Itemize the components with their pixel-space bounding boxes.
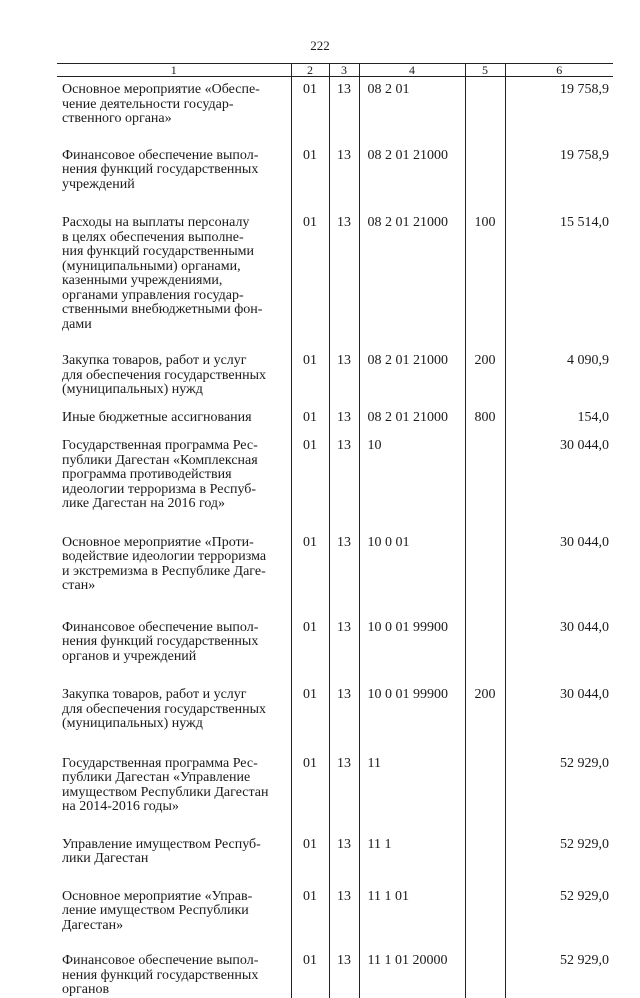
target-article-cell: 08 2 01 21000 bbox=[359, 192, 465, 332]
table-header bbox=[57, 64, 613, 77]
table-row bbox=[57, 594, 613, 665]
subsection-cell: 13 bbox=[329, 815, 359, 867]
section-cell: 01 bbox=[291, 933, 329, 998]
page-number: 222 bbox=[310, 38, 330, 53]
row-name-line: Финансовое обеспечение выпол- bbox=[62, 619, 259, 635]
row-name-line: органов и учреждений bbox=[62, 648, 197, 664]
row-name-line: Иные бюджетные ассигнования bbox=[62, 409, 252, 425]
row-name-line: для обеспечения государственных bbox=[62, 701, 266, 717]
section-cell: 01 bbox=[291, 398, 329, 426]
row-name-cell bbox=[57, 425, 291, 512]
row-name-cell bbox=[57, 127, 291, 193]
column-header-target-article: 4 bbox=[359, 64, 465, 77]
expense-type-cell bbox=[465, 933, 505, 998]
row-name-line: Управление имуществом Респуб- bbox=[62, 836, 261, 852]
amount-cell: 19 758,9 bbox=[505, 127, 613, 193]
row-name-line: (муниципальных) нужд bbox=[62, 382, 203, 397]
table-row bbox=[57, 732, 613, 815]
budget-table bbox=[57, 63, 613, 998]
section-cell: 01 bbox=[291, 77, 329, 127]
target-article-cell: 11 bbox=[359, 732, 465, 815]
row-name-line: на 2014-2016 годы» bbox=[62, 799, 179, 814]
amount-cell: 30 044,0 bbox=[505, 512, 613, 594]
target-article-cell: 10 0 01 bbox=[359, 512, 465, 594]
row-name-line: имуществом Республики Дагестан bbox=[62, 784, 269, 800]
subsection-cell: 13 bbox=[329, 594, 359, 665]
amount-cell: 154,0 bbox=[505, 398, 613, 426]
target-article-cell: 10 0 01 99900 bbox=[359, 664, 465, 732]
row-name-line: Основное мероприятие «Проти- bbox=[62, 534, 254, 550]
row-name-cell bbox=[57, 512, 291, 594]
row-name-cell bbox=[57, 815, 291, 867]
column-header-section: 2 bbox=[291, 64, 329, 77]
row-name-line: программа противодействия bbox=[62, 467, 232, 482]
target-article-cell: 11 1 bbox=[359, 815, 465, 867]
row-name-line: публики Дагестан «Управление bbox=[62, 770, 251, 785]
row-name-line: ственными внебюджетными фон- bbox=[62, 302, 263, 317]
amount-cell: 52 929,0 bbox=[505, 815, 613, 867]
row-name-line: дами bbox=[62, 316, 92, 332]
section-cell: 01 bbox=[291, 815, 329, 867]
expense-type-cell bbox=[465, 732, 505, 815]
row-name-line: Финансовое обеспечение выпол- bbox=[62, 147, 259, 163]
expense-type-cell bbox=[465, 425, 505, 512]
amount-cell: 30 044,0 bbox=[505, 425, 613, 512]
row-name-cell bbox=[57, 867, 291, 934]
row-name-cell bbox=[57, 192, 291, 332]
subsection-cell: 13 bbox=[329, 732, 359, 815]
row-name-line: в целях обеспечения выполне- bbox=[62, 229, 244, 245]
section-cell: 01 bbox=[291, 732, 329, 815]
amount-cell: 15 514,0 bbox=[505, 192, 613, 332]
amount-cell: 19 758,9 bbox=[505, 77, 613, 127]
row-name-line: лики Дагестан bbox=[62, 851, 149, 866]
table-row bbox=[57, 77, 613, 127]
subsection-cell: 13 bbox=[329, 192, 359, 332]
table-row bbox=[57, 332, 613, 398]
target-article-cell: 08 2 01 bbox=[359, 77, 465, 127]
section-cell: 01 bbox=[291, 867, 329, 934]
row-name-cell bbox=[57, 77, 291, 127]
amount-cell: 4 090,9 bbox=[505, 332, 613, 398]
row-name-line: чение деятельности государ- bbox=[62, 96, 234, 112]
subsection-cell: 13 bbox=[329, 398, 359, 426]
expense-type-cell bbox=[465, 867, 505, 934]
table-row bbox=[57, 933, 613, 998]
row-name-line: казенными учреждениями, bbox=[62, 273, 223, 288]
table-row bbox=[57, 815, 613, 867]
row-name-line: публики Дагестан «Комплексная bbox=[62, 452, 258, 468]
row-name-line: органов bbox=[62, 982, 110, 997]
section-cell: 01 bbox=[291, 664, 329, 732]
target-article-cell: 08 2 01 21000 bbox=[359, 127, 465, 193]
target-article-cell: 11 1 01 20000 bbox=[359, 933, 465, 998]
expense-type-cell bbox=[465, 512, 505, 594]
table-row bbox=[57, 398, 613, 426]
target-article-cell: 11 1 01 bbox=[359, 867, 465, 934]
row-name-cell bbox=[57, 732, 291, 815]
section-cell: 01 bbox=[291, 512, 329, 594]
row-name-line: нения функций государственных bbox=[62, 162, 259, 177]
table-row bbox=[57, 867, 613, 934]
row-name-line: нения функций государственных bbox=[62, 634, 259, 649]
row-name-line: Финансовое обеспечение выпол- bbox=[62, 953, 259, 968]
amount-cell: 30 044,0 bbox=[505, 594, 613, 665]
row-name-line: нения функций государственных bbox=[62, 967, 259, 983]
row-name-line: стан» bbox=[62, 578, 96, 593]
row-name-cell bbox=[57, 594, 291, 665]
row-name-cell bbox=[57, 398, 291, 426]
row-name-line: идеологии терроризма в Респуб- bbox=[62, 481, 257, 497]
row-name-cell bbox=[57, 664, 291, 732]
target-article-cell: 10 0 01 99900 bbox=[359, 594, 465, 665]
expense-type-cell bbox=[465, 127, 505, 193]
column-header-subsection: 3 bbox=[329, 64, 359, 77]
section-cell: 01 bbox=[291, 127, 329, 193]
expense-type-cell bbox=[465, 77, 505, 127]
row-name-line: учреждений bbox=[62, 176, 135, 192]
table-row bbox=[57, 127, 613, 193]
subsection-cell: 13 bbox=[329, 664, 359, 732]
expense-type-cell: 100 bbox=[465, 192, 505, 332]
row-name-line: (муниципальными) органами, bbox=[62, 258, 241, 274]
subsection-cell: 13 bbox=[329, 332, 359, 398]
table-row bbox=[57, 512, 613, 594]
expense-type-cell bbox=[465, 815, 505, 867]
expense-type-cell: 800 bbox=[465, 398, 505, 426]
row-name-line: лике Дагестан на 2016 год» bbox=[62, 496, 226, 511]
row-name-line: Государственная программа Рес- bbox=[62, 755, 258, 771]
amount-cell: 52 929,0 bbox=[505, 933, 613, 998]
row-name-line: Дагестан» bbox=[62, 917, 124, 933]
amount-cell: 52 929,0 bbox=[505, 732, 613, 815]
row-name-line: Закупка товаров, работ и услуг bbox=[62, 687, 247, 702]
subsection-cell: 13 bbox=[329, 425, 359, 512]
row-name-line: водействие идеологии терроризма bbox=[62, 549, 267, 564]
subsection-cell: 13 bbox=[329, 512, 359, 594]
expense-type-cell: 200 bbox=[465, 664, 505, 732]
row-name-line: Государственная программа Рес- bbox=[62, 438, 258, 453]
table-body bbox=[57, 77, 613, 998]
column-header-expense-type: 5 bbox=[465, 64, 505, 77]
amount-cell: 30 044,0 bbox=[505, 664, 613, 732]
table-row bbox=[57, 192, 613, 332]
row-name-line: ния функций государственными bbox=[62, 244, 254, 259]
row-name-line: для обеспечения государственных bbox=[62, 367, 266, 383]
subsection-cell: 13 bbox=[329, 933, 359, 998]
column-header-amount: 6 bbox=[505, 64, 613, 77]
expense-type-cell: 200 bbox=[465, 332, 505, 398]
row-name-line: ственного органа» bbox=[62, 111, 172, 126]
target-article-cell: 10 bbox=[359, 425, 465, 512]
row-name-line: Основное мероприятие «Управ- bbox=[62, 888, 253, 904]
subsection-cell: 13 bbox=[329, 867, 359, 934]
target-article-cell: 08 2 01 21000 bbox=[359, 398, 465, 426]
amount-cell: 52 929,0 bbox=[505, 867, 613, 934]
row-name-line: ление имуществом Республики bbox=[62, 903, 249, 918]
row-name-line: и экстремизма в Республике Даге- bbox=[62, 563, 266, 579]
row-name-line: Основное мероприятие «Обеспе- bbox=[62, 82, 260, 97]
section-cell: 01 bbox=[291, 594, 329, 665]
section-cell: 01 bbox=[291, 425, 329, 512]
table-row bbox=[57, 664, 613, 732]
row-name-line: органами управления государ- bbox=[62, 287, 244, 303]
section-cell: 01 bbox=[291, 192, 329, 332]
subsection-cell: 13 bbox=[329, 127, 359, 193]
row-name-line: Закупка товаров, работ и услуг bbox=[62, 353, 247, 368]
subsection-cell: 13 bbox=[329, 77, 359, 127]
column-header-name: 1 bbox=[57, 64, 291, 77]
target-article-cell: 08 2 01 21000 bbox=[359, 332, 465, 398]
section-cell: 01 bbox=[291, 332, 329, 398]
row-name-line: Расходы на выплаты персоналу bbox=[62, 215, 250, 230]
row-name-line: (муниципальных) нужд bbox=[62, 716, 203, 731]
expense-type-cell bbox=[465, 594, 505, 665]
row-name-cell bbox=[57, 332, 291, 398]
row-name-cell bbox=[57, 933, 291, 998]
table-row bbox=[57, 425, 613, 512]
